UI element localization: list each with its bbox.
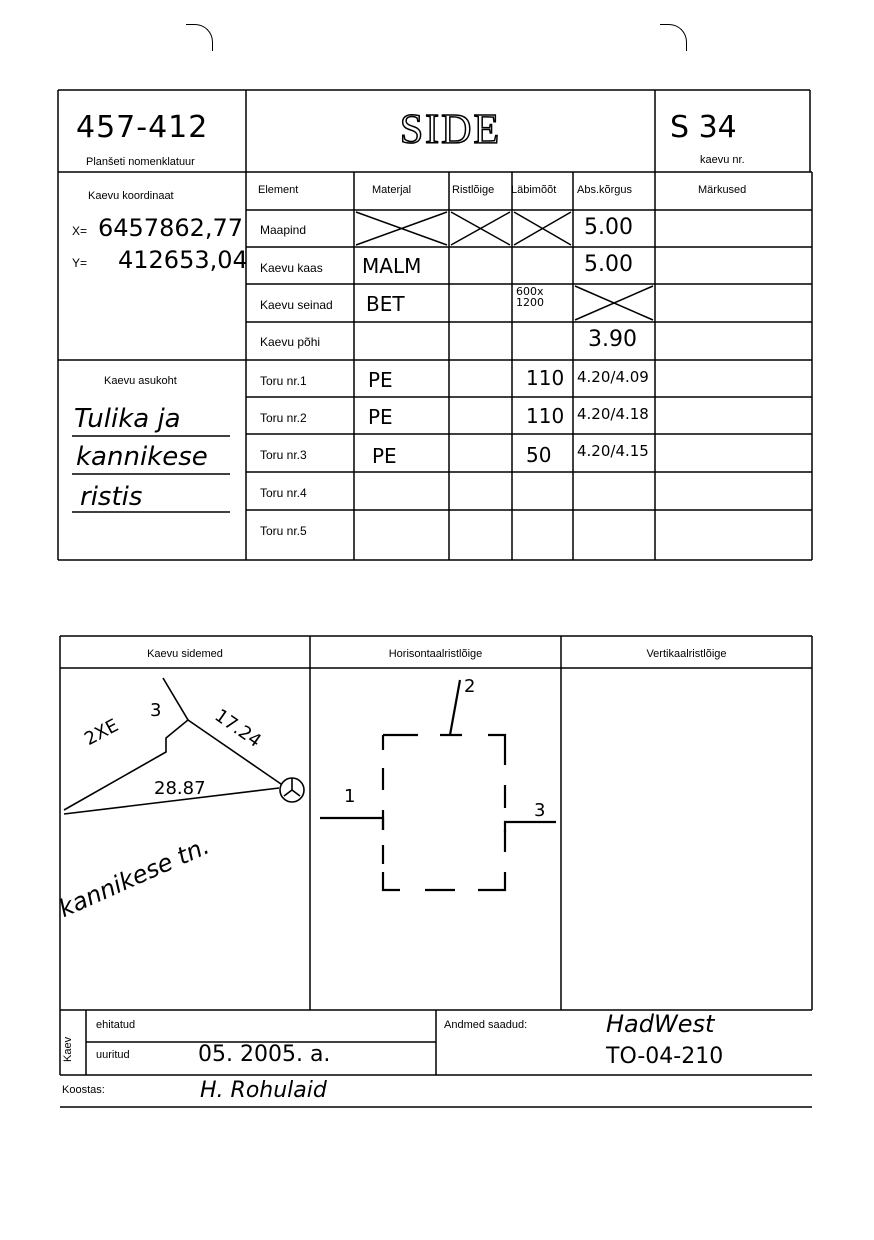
well-label: kaevu nr.: [700, 154, 745, 166]
material-value: PE: [368, 368, 393, 392]
section-pipe-1: 1: [344, 786, 356, 807]
header-section: Ristlõige: [452, 184, 495, 196]
height-value: 3.90: [588, 327, 637, 352]
section-pipe-3: 3: [534, 800, 546, 821]
height-value: 4.20/4.09: [577, 368, 649, 386]
header-height: Abs.kõrgus: [577, 184, 633, 196]
lower-form-grid: [0, 600, 874, 1120]
row-element: Toru nr.2: [260, 411, 307, 425]
row-element: Toru nr.5: [260, 524, 307, 538]
row-element: Toru nr.4: [260, 486, 307, 500]
sketch-distance-2: 28.87: [154, 778, 206, 799]
location-line-3: ristis: [80, 482, 143, 512]
compiled-value: H. Rohulaid: [200, 1078, 327, 1103]
diameter-value: 110: [526, 404, 565, 428]
col-header-connections: Kaevu sidemed: [147, 648, 223, 660]
section-pipe-2: 2: [464, 676, 476, 697]
height-value: 5.00: [584, 215, 633, 240]
height-value: 4.20/4.18: [577, 405, 649, 423]
row-element: Maapind: [260, 223, 307, 237]
col-header-vertical: Vertikaalristlõige: [646, 648, 727, 660]
sheet-number: 457-412: [76, 110, 209, 145]
material-value: PE: [372, 444, 397, 468]
y-prefix: Y=: [72, 256, 88, 270]
built-label: ehitatud: [96, 1019, 136, 1031]
x-prefix: X=: [72, 224, 88, 238]
row-element: Kaevu põhi: [260, 335, 321, 349]
data-source-code: TO-04-210: [606, 1044, 724, 1069]
location-label: Kaevu asukoht: [104, 375, 177, 387]
sketch-label-3: 3: [150, 700, 162, 721]
diameter-value: 110: [526, 366, 565, 390]
compiled-label: Koostas:: [62, 1084, 105, 1096]
data-source-label: Andmed saadud:: [444, 1019, 528, 1031]
x-coordinate: 6457862,77: [98, 214, 244, 242]
height-value: 5.00: [584, 252, 633, 277]
material-value: BET: [366, 292, 405, 316]
well-side-label: Kaev: [62, 1036, 74, 1062]
row-element: Toru nr.1: [260, 374, 307, 388]
sketch-street: kannikese tn.: [54, 831, 214, 923]
coordinates-label: Kaevu koordinaat: [88, 190, 174, 202]
sheet-label: Planšeti nomenklatuur: [86, 156, 195, 168]
header-material: Materjal: [372, 184, 412, 196]
diameter-value: 600x 1200: [516, 285, 544, 309]
row-element: Kaevu seinad: [260, 298, 333, 312]
col-header-horizontal: Horisontaalristlõige: [388, 648, 483, 660]
surveyed-label: uuritud: [96, 1049, 130, 1061]
location-line-2: kannikese: [76, 442, 208, 472]
data-source-value: HadWest: [606, 1010, 715, 1038]
form-title: SIDE: [399, 107, 502, 153]
row-element: Kaevu kaas: [260, 261, 323, 275]
section-sketch: [320, 680, 556, 890]
header-notes: Märkused: [698, 184, 747, 196]
material-value: MALM: [362, 254, 422, 278]
header-element: Element: [258, 184, 299, 196]
header-diameter: Läbimõõt: [511, 184, 557, 196]
row-element: Toru nr.3: [260, 448, 307, 462]
material-value: PE: [368, 405, 393, 429]
sketch-label-2xe: 2XE: [81, 714, 123, 751]
well-code: S 34: [670, 110, 737, 145]
height-value: 4.20/4.15: [577, 442, 649, 460]
y-coordinate: 412653,04: [118, 246, 248, 274]
sketch-distance-1: 17.24: [210, 705, 265, 752]
location-line-1: Tulika ja: [74, 404, 181, 434]
surveyed-value: 05. 2005. a.: [198, 1042, 331, 1067]
diameter-value: 50: [526, 443, 552, 467]
